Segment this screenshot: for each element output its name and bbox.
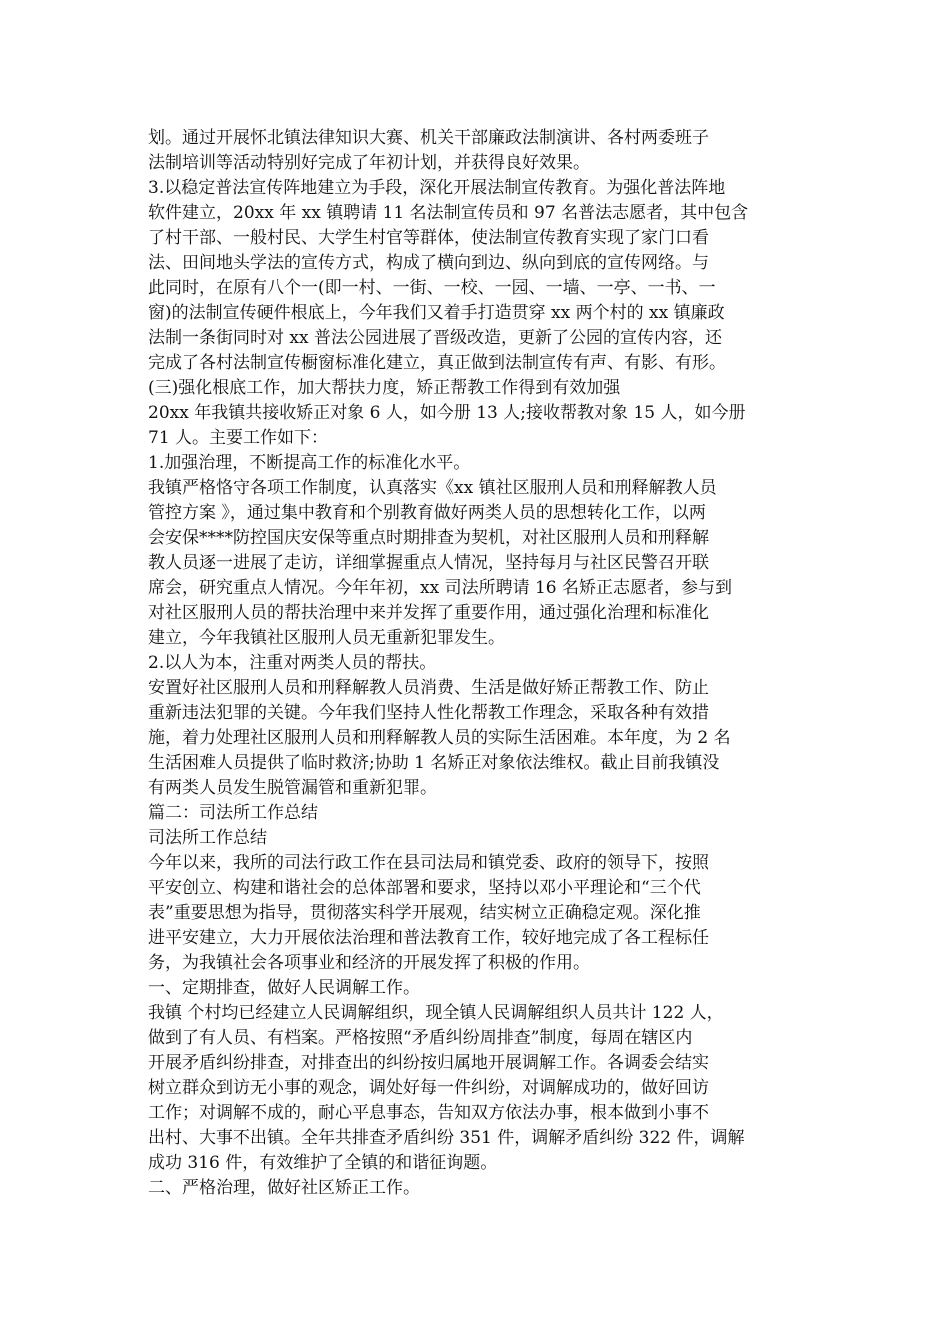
text-line: 我镇 个村均已经建立人民调解组织，现全镇人民调解组织人员共计 122 人， xyxy=(148,1003,724,1023)
text-line: 此同时，在原有八个一(即一村、一街、一校、一园、一墙、一亭、一书、一 xyxy=(148,278,716,298)
text-line: 法制培训等活动特别好完成了年初计划，并获得良好效果。 xyxy=(148,153,590,173)
text-line: 我镇严格恪守各项工作制度，认真落实《xx 镇社区服刑人员和刑释解教人员 xyxy=(148,478,717,498)
text-line: 重新违法犯罪的关键。今年我们坚持人性化帮教工作理念，采取各种有效措 xyxy=(148,703,709,723)
text-line: 树立群众到访无小事的观念，调处好每一件纠纷，对调解成功的，做好回访 xyxy=(148,1078,709,1098)
section-heading: 二、严格治理，做好社区矫正工作。 xyxy=(148,1178,420,1198)
section-heading: 一、定期排查，做好人民调解工作。 xyxy=(148,978,420,998)
text-line: 有两类人员发生脱管漏管和重新犯罪。 xyxy=(148,778,437,798)
text-line: 管控方案 》，通过集中教育和个别教育做好两类人员的思想转化工作，以两 xyxy=(148,503,706,523)
document-body xyxy=(148,126,808,1201)
text-line: 席会，研究重点人情况。今年年初，xx 司法所聘请 16 名矫正志愿者，参与到 xyxy=(148,578,733,598)
text-line: 生活困难人员提供了临时救济;协助 1 名矫正对象依法维权。截止目前我镇没 xyxy=(148,753,720,773)
text-line: 教人员逐一进展了走访，详细掌握重点人情况，坚持每月与社区民警召开联 xyxy=(148,553,709,573)
text-line: 软件建立，20xx 年 xx 镇聘请 11 名法制宣传员和 97 名普法志愿者，其中包含 xyxy=(148,203,749,223)
text-line: 法制一条街同时对 xx 普法公园进展了晋级改造，更新了公园的宣传内容，还 xyxy=(148,328,722,348)
text-line: 开展矛盾纠纷排查，对排查出的纠纷按归属地开展调解工作。各调委会结实 xyxy=(148,1053,709,1073)
text-line: 会安保****防控国庆安保等重点时期排查为契机，对社区服刑人员和刑释解 xyxy=(148,528,709,548)
chapter-heading: 篇二：司法所工作总结 xyxy=(148,803,318,823)
subsection-heading: 2.以人为本，注重对两类人员的帮扶。 xyxy=(148,653,437,673)
text-line: 建立，今年我镇社区服刑人员无重新犯罪发生。 xyxy=(148,628,505,648)
text-line: 表”重要思想为指导，贯彻落实科学开展观，结实树立正确稳定观。深化推 xyxy=(148,903,701,923)
text-line: 工作；对调解不成的，耐心平息事态，告知双方依法办事，根本做到小事不 xyxy=(148,1103,709,1123)
text-line: 做到了有人员、有档案。严格按照“矛盾纠纷周排查”制度，每周在辖区内 xyxy=(148,1028,693,1048)
document-title: 司法所工作总结 xyxy=(148,828,267,848)
text-line: 窗)的法制宣传硬件根底上，今年我们又着手打造贯穿 xx 两个村的 xx 镇廉政 xyxy=(148,303,725,323)
text-line: 平安创立、构建和谐社会的总体部署和要求，坚持以邓小平理论和“三个代 xyxy=(148,878,701,898)
text-line: 成功 316 件，有效维护了全镇的和谐征询题。 xyxy=(148,1153,498,1173)
text-line: 了村干部、一般村民、大学生村官等群体，使法制宣传教育实现了家门口看 xyxy=(148,228,709,248)
text-line: 20xx 年我镇共接收矫正对象 6 人，如今册 13 人;接收帮教对象 15 人，如今册 xyxy=(148,403,746,423)
text-line: 71 人。主要工作如下： xyxy=(148,428,329,448)
text-line: 安置好社区服刑人员和刑释解教人员消费、生活是做好矫正帮教工作、防止 xyxy=(148,678,709,698)
text-line: 完成了各村法制宣传橱窗标准化建立，真正做到法制宣传有声、有影、有形。 xyxy=(148,353,726,373)
text-line: 进平安建立，大力开展依法治理和普法教育工作，较好地完成了各工程标任 xyxy=(148,928,709,948)
subsection-heading: 1.加强治理，不断提高工作的标准化水平。 xyxy=(148,453,471,473)
section-heading: (三)强化根底工作，加大帮扶力度，矫正帮教工作得到有效加强 xyxy=(148,378,621,398)
text-line: 划。通过开展怀北镇法律知识大赛、机关干部廉政法制演讲、各村两委班子 xyxy=(148,128,709,148)
text-line: 法、田间地头学法的宣传方式，构成了横向到边、纵向到底的宣传网络。与 xyxy=(148,253,709,273)
text-line: 施，着力处理社区服刑人员和刑释解教人员的实际生活困难。本年度，为 2 名 xyxy=(148,728,731,748)
text-line: 出村、大事不出镇。全年共排查矛盾纠纷 351 件，调解矛盾纠纷 322 件，调解 xyxy=(148,1128,745,1148)
text-line: 对社区服刑人员的帮扶治理中来并发挥了重要作用，通过强化治理和标准化 xyxy=(148,603,709,623)
text-line: 务，为我镇社会各项事业和经济的开展发挥了积极的作用。 xyxy=(148,953,590,973)
text-line: 今年以来，我所的司法行政工作在县司法局和镇党委、政府的领导下，按照 xyxy=(148,853,709,873)
text-line: 3.以稳定普法宣传阵地建立为手段，深化开展法制宣传教育。为强化普法阵地 xyxy=(148,178,726,198)
